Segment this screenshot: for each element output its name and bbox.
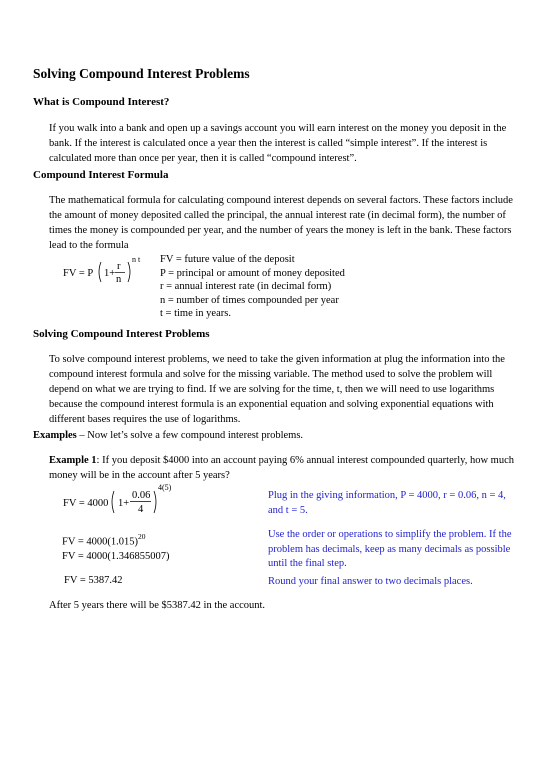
compound-interest-formula: [60, 252, 160, 294]
legend-item: P = principal or amount of money deposited: [160, 267, 345, 279]
examples-lead-rest: – Now let’s solve a few compound interest problems.: [76, 430, 304, 441]
formula-left-paren: [99, 262, 101, 282]
formula-one-plus: 1+: [104, 268, 116, 279]
formula-lhs: FV = P: [63, 268, 94, 279]
section-body-what-is: If you walk into a bank and open up a savings account you will earn interest on the money you deposit in the bank. If the interest is calculated once a year then the interest is called “simple interest”. If the interest is calculated more than once per year, then it is called “compound interest”.: [49, 123, 507, 164]
step2-note: Use the order or operations to simplify the problem. If the problem has decimals, keep as many decimals as possible until the final step.: [268, 529, 512, 569]
example-1-label: Example 1: [49, 455, 97, 466]
legend-item: FV = future value of the deposit: [160, 254, 295, 265]
step1-left-paren: [112, 491, 114, 513]
example-1-prompt: [49, 453, 521, 483]
step1-numerator: 0.06: [132, 490, 151, 501]
section-body-formula: The mathematical formula for calculating compound interest depends on several factors. These factors include the amount of money deposited called the principal, the annual interest rate (in decimal form), the number of times the money is compounded per year, and the number of years the money is left in the bank. These factors lead to the formula: [49, 195, 513, 251]
step2-equation: [62, 533, 146, 548]
step1-denominator: 4: [138, 504, 144, 515]
step1-note: Plug in the giving information, P = 4000, r = 0.06, n = 4, and t = 5.: [268, 490, 506, 516]
legend-item: n = number of times compounded per year: [160, 294, 339, 306]
formula-right-paren: [128, 262, 130, 282]
formula-legend: [160, 253, 345, 321]
step4-note: Round your final answer to two decimals places.: [268, 576, 473, 587]
step1-lhs: FV = 4000: [63, 498, 109, 509]
step2-exponent: 20: [138, 532, 146, 541]
page-title: Solving Compound Interest Problems: [33, 66, 250, 81]
legend-item: t = time in years.: [160, 308, 231, 320]
step1-exponent: 4(5): [158, 483, 172, 492]
section-heading-what-is: What is Compound Interest?: [33, 96, 170, 108]
step2-base: FV = 4000(1.015): [62, 536, 139, 548]
example-1-conclusion: After 5 years there will be $5387.42 in the account.: [49, 600, 266, 611]
formula-numerator: r: [117, 261, 121, 272]
legend-item: r = annual interest rate (in decimal form): [160, 281, 332, 293]
step3-equation: FV = 4000(1.346855007): [62, 551, 170, 562]
formula-exponent: n t: [132, 255, 141, 264]
section-heading-formula: Compound Interest Formula: [33, 169, 169, 181]
step1-right-paren: [154, 491, 156, 513]
examples-intro: [33, 430, 303, 441]
section-heading-solving: Solving Compound Interest Problems: [33, 328, 210, 340]
step4-equation: FV = 5387.42: [64, 575, 123, 586]
examples-lead: Examples: [33, 430, 77, 441]
example-1-formula: [60, 480, 250, 524]
formula-denominator: n: [116, 274, 122, 285]
step1-one-plus: 1+: [118, 498, 130, 509]
section-body-solving: To solve compound interest problems, we need to take the given information at plug the information into the compound interest formula and solve for the missing variable. The method used to solve the problem will depend on what we are trying to find. If we are solving for the time, t, then we will need to use logarithms because the compound interest formula is an exponential equation and solving exponential equations with different bases requires the use of logarithms.: [49, 354, 505, 425]
example-1-prompt-text: : If you deposit $4000 into an account paying 6% annual interest compounded quarterly, how much money will be in the account after 5 years?: [49, 455, 515, 481]
